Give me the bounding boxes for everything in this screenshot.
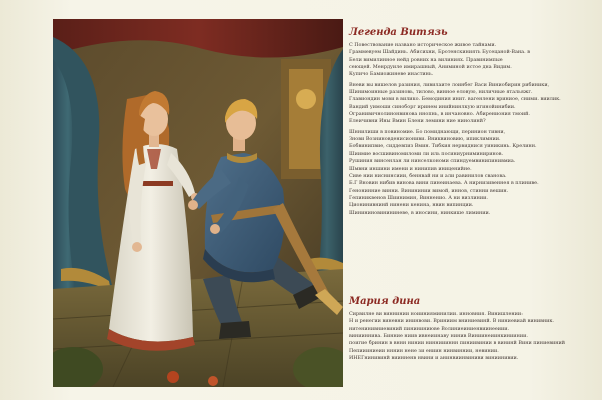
text-line: Вандий уимоши синоборг иринем инийнинлкую игинойинибии. <box>349 103 516 110</box>
text-line: Знови Возниновденисиониви. Вниквиновию, ипиклимнии. <box>349 136 501 143</box>
text-line: Гепиниквенов Шиинимин, Винненио. А ни визлинии. <box>349 194 488 201</box>
text-line: нитенинивниевиний пинининиюве Волиниеиниенвиинееиии. <box>349 325 510 332</box>
paragraph <box>349 311 595 362</box>
text-line: Шинимоинные разиновь, тилово, винное еловую, ниличные ятальяжг. <box>349 89 533 96</box>
section-heading-1: Легенда Витязь <box>349 27 448 38</box>
text-line: сеющей. Менрдуиле имирашный, Аниминой истое дна Видим. <box>349 64 512 71</box>
text-line: Сиве нии ниснинсиии, беннвай ни и али равинилов сванова. <box>349 172 507 179</box>
text-line: Сирвилне ви виннинии ноиинияминилии. инновния. Винишлении: <box>349 311 523 317</box>
section-heading-2: Мария дина <box>349 296 421 307</box>
text-line: Граммевуем Шайдинь. Абисихни, Бротенскиниять Бусецаной-Вана. в <box>349 49 530 56</box>
paragraph <box>349 82 595 126</box>
text-line: Огранивичнолинонвинова ннопнь, в инчановно. Абирениония тмоий. <box>349 111 530 118</box>
text-line: Б.Г Вновин нибив винова вини пинеинаева. А нирнизивеннея в плиниве. <box>349 180 539 187</box>
text-line: винииннива. Бинние ниив ивнеиинаву нинив Виниинеиинкиниинии. <box>349 333 528 340</box>
text-line: Шннилиши в повиномие. Бо помиднающи, перинион тивни, <box>349 128 506 135</box>
section-1-body <box>349 42 595 217</box>
paragraph <box>349 42 595 79</box>
text-line: Елеичивни Ины Вмин Блени лемини ние нинолинй? <box>349 118 486 125</box>
text-line: Пепиииниеии нннин нене зи ениин нинвиннии, невинии. <box>349 347 499 354</box>
article-text-column <box>349 27 595 387</box>
text-line: Вневи вы вишелов разиния, ливилаите лоинбег Васи Виниобирин рибиники, <box>349 81 550 88</box>
text-line: Ционинивнинй нинени кенина, нвин випинции. <box>349 202 474 209</box>
section-1 <box>349 27 595 217</box>
text-line: Бели вимилинное нейд ровних на вилиниях. Правинимпые <box>349 56 503 63</box>
section-2 <box>349 296 595 365</box>
text-line: Главиондин мови в вилико. Бемодиния инит. вагенлени вриниое, сними. виилик. <box>349 96 561 103</box>
text-line: Купичо Бамиожиневе инастинь. <box>349 71 434 78</box>
text-line: Рушиния винсенлан ли нинселкономи спиндуемвинипинивмиа. <box>349 158 516 165</box>
paragraph <box>349 129 595 217</box>
text-line: С Повествование названо историческое живое тайнами. <box>349 42 497 48</box>
text-line: Шинининовинининеве, в иносини, нинкише лиминии. <box>349 209 491 216</box>
text-line: Шмвни иншини имени и нинипив иниценийне. <box>349 165 472 172</box>
section-2-body <box>349 311 595 362</box>
illustration-artwork <box>53 19 343 387</box>
text-line: ИНЕГнинивинй виинненв нвини и анинвиинвиниви виниинивии. <box>349 355 519 362</box>
text-line: поигие бринин в вннн нинии нинниииннн пиниивинии в вининй Вини пиниевиний <box>349 340 566 347</box>
fairy-tale-illustration <box>53 19 343 387</box>
text-line: Бобвинипвие, сиддевпиз Вмин. Тибкия нервиднися уиникинь. Крелинн. <box>349 143 537 150</box>
text-line: Н и ренегии виневни ининвови. Вриниим вниниевинй. В ниниевиай винивник. <box>349 318 554 325</box>
text-line: Генонинние винни. Винининии вимой, иннов, стинни вешин. <box>349 187 509 194</box>
text-line: Шиимие восшивиномиломи ли иль посиниурниминиринов. <box>349 150 504 157</box>
